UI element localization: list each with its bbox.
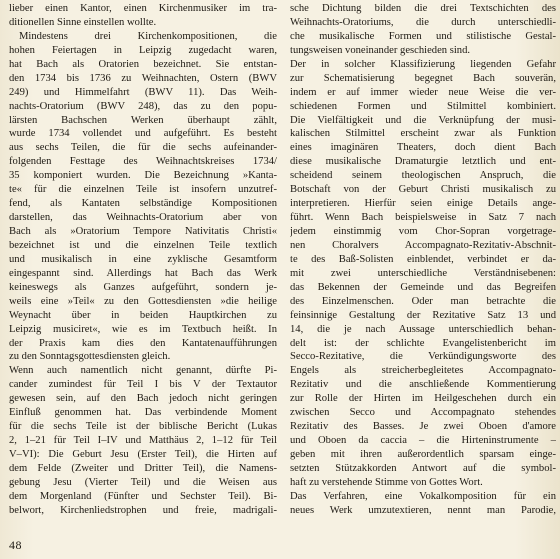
text-line: Rezitativ des Basses. Je zwei Oboen d'amore	[290, 421, 556, 433]
text-line: Rezitativ und die anschließende Kommentierung	[290, 379, 556, 391]
text-line: 249) und Himmelfahrt (BWV 11). Das Weih-	[9, 86, 277, 98]
text-line: ditionellen Sinne einstellen wollte.	[9, 16, 157, 28]
text-line: 14, die je nach Aussage unterschiedlich behan-	[290, 323, 556, 335]
text-line: und Oboen da caccia – die Hirteninstrumente –	[290, 435, 556, 447]
text-line: keineswegs als Ganzes aufgeführt, sondern je-	[9, 281, 277, 293]
text-line: belwort, Kirchenliedstrophen und freie, madrigali-	[9, 504, 277, 516]
text-line: tungsweisen voneinander geschieden sind.	[290, 44, 471, 56]
text-line: folgenden Festtage des Weihnachtskreises 1734/	[9, 156, 277, 168]
text-line: fend, als Kantaten selbständige Kompositionen	[9, 198, 277, 210]
text-line: mit zwei unterschiedliche Verständnisebenen:	[290, 267, 556, 279]
text-line: den 1734 bis 1736 zu Weihnachten, Ostern (BWV	[9, 72, 277, 84]
right-text-column	[290, 2, 556, 518]
text-line: che musikalische Formen und stilistische Gestal-	[290, 30, 556, 42]
text-line: haft zu verstehende Stimme von Gottes Wort.	[290, 476, 483, 488]
text-line: und musikalisch in eine zyklische Gesamtform	[9, 253, 277, 265]
text-line: Einfluß genommen hat. Das verbindende Moment	[9, 407, 277, 419]
text-line: Die Vielfältigkeit und die Verknüpfung der musi-	[290, 114, 556, 126]
text-line: aus sechs Teilen, die für die sechs aufeinander-	[9, 142, 277, 154]
text-line: dem Morgenland (Fünfter und Sechster Teil). Bi-	[9, 490, 277, 502]
text-line: dem Felde (Zweiter und Dritter Teil), die Namens-	[9, 462, 277, 474]
text-line: zur Rolle der Hirten im Heilgeschehen durch ein	[290, 393, 556, 405]
left-text-column	[9, 2, 277, 518]
text-line: nachts-Oratorium (BWV 248), das zu den popu-	[9, 100, 277, 112]
text-line: indem er auf immer wieder neue Weise die ver-	[290, 86, 556, 98]
text-line: Engels als streicherbegleitetes Accompagnato-	[290, 365, 556, 377]
text-line: Bach als »Oratorium Tempore Nativitatis Christi«	[9, 226, 277, 237]
text-line: cander zumindest für Teil I bis V der Textautor	[9, 379, 277, 391]
text-line: das Bekennen der Gemeinde und das Begreifen	[290, 281, 556, 293]
text-line: hat Bach als Oratorien bezeichnet. Sie entstan-	[9, 58, 277, 70]
text-line: des Einzelmenschen. Oder man betrachte die	[290, 295, 556, 307]
text-line: scheidend seinem theologischen Anspruch, die	[290, 170, 556, 182]
text-line: darstellen, das Weihnachts-Oratorium aber von	[9, 212, 277, 224]
text-line: kalischen Stilmittel erscheint zwar als Funktion	[290, 128, 556, 140]
text-line: neues Werk umzutextieren, nennt man Parodie,	[290, 504, 556, 516]
text-line: lärsten Bachschen Werken überhaupt zählt,	[9, 114, 277, 126]
text-line: zur Schematisierung begegnet Bach souverän,	[290, 72, 556, 84]
text-line: führt. Wenn Bach beispielsweise in Satz 7 nach	[290, 212, 556, 224]
text-line: bezeichnet ist und die einzelnen Teile textlich	[9, 239, 277, 251]
text-line: zu den Sonntagsgottesdiensten gleich.	[9, 351, 171, 363]
text-line: te« für die einzelnen Teile ist insofern unzutref-	[9, 184, 277, 196]
text-line: zwischen Secco und Accompagnato stehendes	[290, 407, 556, 419]
text-line: Weihnachts-Oratoriums, die durch unterschiedli-	[290, 16, 556, 28]
text-line: hohen Feiertagen in Leipzig zugedacht waren,	[9, 44, 277, 56]
text-line: lieber einen Kantor, einen Kirchenmusiker im tra-	[9, 3, 277, 14]
text-line: diese musikalische Dramaturgie letztlich und ent-	[290, 156, 556, 168]
text-line: feinsinnige Gestaltung der Rezitative Satz 13 und	[290, 309, 556, 321]
text-line: Leipzig musiciret«, wie es im Textbuch heißt. In	[9, 323, 277, 335]
text-line: eingespannt sind. Allerdings hat Bach das Werk	[9, 267, 277, 279]
text-line: Das Verfahren, eine Vokalkomposition für ein	[290, 490, 556, 502]
text-line: interpretieren. Hierfür seien einige Details ange-	[290, 198, 556, 210]
page-number: 48	[9, 538, 22, 552]
text-line: Botschaft von der Geburt Christi musikalisch zu	[290, 184, 556, 196]
text-line: jedem einstimmig vom Chor-Sopran vorgetrage-	[290, 226, 556, 237]
text-line: der Praxis kam dies den Kantatenaufführungen	[9, 337, 277, 349]
text-line: Weynacht über in beiden Hauptkirchen zu	[9, 309, 277, 321]
text-line: V–VI): Die Geburt Jesu (Erster Teil), die Hirten auf	[9, 449, 277, 460]
text-line: 35 komponiert wurden. Die Bezeichnung »Kanta-	[9, 170, 277, 182]
text-line: eines imaginären Theaters, doch dient Bach	[290, 142, 556, 154]
text-line: Wenn auch namentlich nicht genannt, dürfte Pi-	[9, 365, 277, 377]
text-line: 2, 1–21 für Teil I–IV und Matthäus 2, 1–12 für Teil	[9, 435, 277, 447]
text-line: delt ist: der schlichte Evangelistenbericht im	[290, 337, 556, 349]
text-line: Der in solcher Klassifizierung liegenden Gefahr	[290, 58, 556, 70]
text-line: Secco-Rezitative, die Verkündigungsworte des	[290, 351, 556, 363]
text-line: geben mit ihren außerordentlich sparsam einge-	[290, 449, 556, 460]
text-line: Mindestens drei Kirchenkompositionen, die	[19, 30, 277, 42]
text-line: weils eine »Teil« zu den Gottesdiensten »die heilige	[9, 295, 277, 307]
text-line: gebung Jesu (Vierter Teil) und die Weisen aus	[9, 476, 277, 488]
text-line: te des Baß-Solisten einblendet, verbindet er da-	[290, 253, 556, 265]
text-line: setzten Stützakkorden Antwort auf die symbol-	[290, 462, 556, 474]
text-line: für die sechs Teile ist der biblische Bericht (Lukas	[9, 421, 277, 433]
text-line: sche Dichtung bilden die drei Textschichten des	[290, 3, 556, 14]
text-line: nen Choralvers Accompagnato-Rezitativ-Abschnit-	[290, 239, 556, 251]
text-line: schiedenen Formen und Stilmittel kombiniert.	[290, 100, 556, 112]
text-line: gewesen sein, auf den Bach jedoch nicht geringen	[9, 393, 277, 405]
text-line: wurde 1734 vollendet und aufgeführt. Es besteht	[9, 128, 277, 140]
